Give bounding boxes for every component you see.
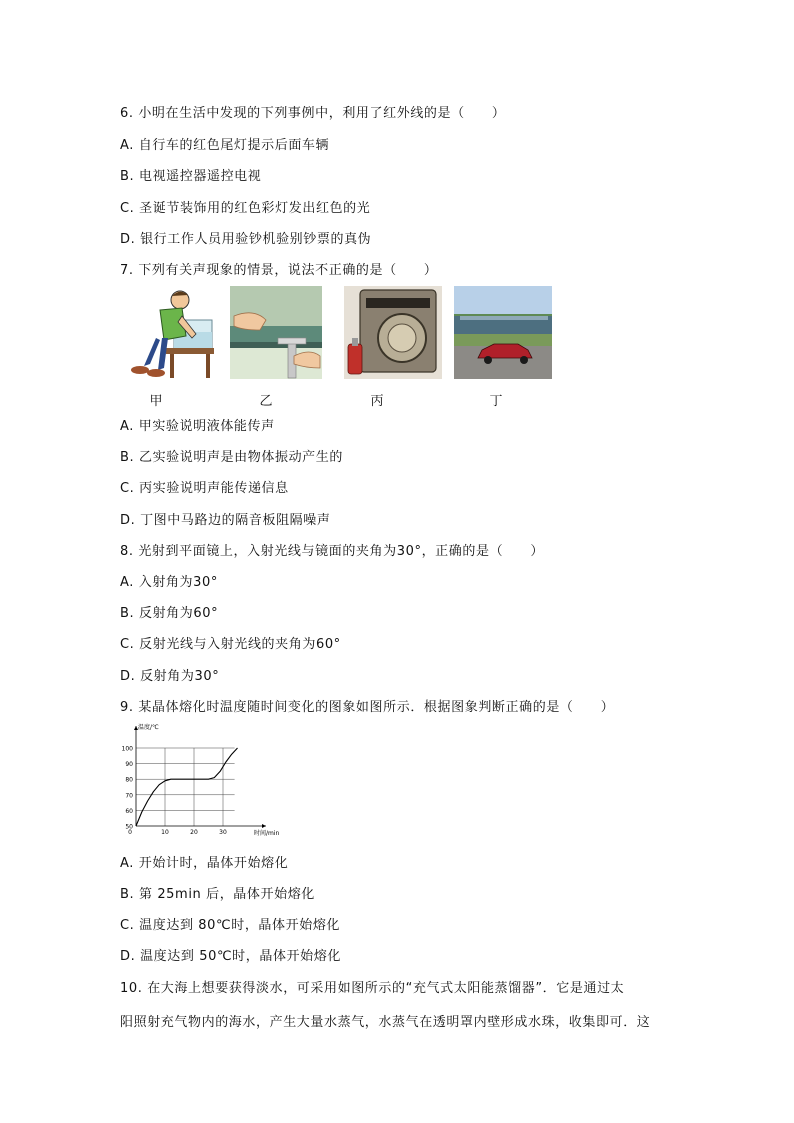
y-tick-label: 100 — [121, 745, 133, 753]
q9-option-a: A. 开始计时，晶体开始熔化 — [120, 856, 289, 871]
x-axis-arrow — [262, 824, 266, 828]
q7-figure-ding — [454, 286, 552, 379]
q10-line-2: 阳照射充气物内的海水，产生大量水蒸气，水蒸气在透明罩内壁形成水珠，收集即可．这 — [120, 1015, 651, 1030]
q9-option-c: C. 温度达到 80℃时，晶体开始熔化 — [120, 918, 341, 933]
q7-option-c: C. 丙实验说明声能传递信息 — [120, 481, 289, 496]
origin-label: 0 — [128, 829, 132, 836]
q8-option-a: A. 入射角为30° — [120, 575, 218, 590]
q7-figure-bing — [344, 286, 442, 379]
q9-option-d: D. 温度达到 50℃时，晶体开始熔化 — [120, 949, 341, 964]
y-axis-label: 温度/℃ — [138, 724, 159, 731]
q8-option-c: C. 反射光线与入射光线的夹角为60° — [120, 637, 341, 652]
q7-caption-bing: 丙 — [370, 394, 384, 409]
x-tick-label: 20 — [190, 829, 198, 836]
q7-option-a: A. 甲实验说明液体能传声 — [120, 419, 275, 434]
q7-stem: 7. 下列有关声现象的情景，说法不正确的是（ ） — [120, 263, 438, 278]
y-tick-label: 90 — [125, 761, 133, 769]
q9-stem: 9. 某晶体熔化时温度随时间变化的图象如图所示．根据图象判断正确的是（ ） — [120, 700, 615, 715]
q7-figure-yi — [230, 286, 322, 379]
q6-option-c: C. 圣诞节装饰用的红色彩灯发出红色的光 — [120, 201, 371, 216]
y-tick-label: 70 — [125, 792, 133, 800]
q7-caption-jia: 甲 — [149, 394, 163, 409]
y-tick-label: 50 — [125, 823, 133, 831]
q6-option-b: B. 电视遥控器遥控电视 — [120, 169, 262, 184]
q7-option-b: B. 乙实验说明声是由物体振动产生的 — [120, 450, 343, 465]
q9-option-b: B. 第 25min 后，晶体开始熔化 — [120, 887, 315, 902]
q7-option-d: D. 丁图中马路边的隔音板阻隔噪声 — [120, 513, 331, 528]
q6-stem: 6. 小明在生活中发现的下列事例中，利用了红外线的是（ ） — [120, 106, 506, 121]
melting-curve-chart — [112, 720, 280, 840]
q7-caption-ding: 丁 — [489, 394, 503, 409]
q8-stem: 8. 光射到平面镜上，入射光线与镜面的夹角为30°，正确的是（ ） — [120, 544, 544, 559]
y-tick-label: 80 — [125, 776, 133, 784]
y-tick-label: 60 — [125, 807, 133, 815]
q6-option-d: D. 银行工作人员用验钞机验别钞票的真伪 — [120, 232, 372, 247]
q8-option-b: B. 反射角为60° — [120, 606, 219, 621]
q7-caption-yi: 乙 — [259, 394, 273, 409]
x-tick-label: 10 — [161, 829, 169, 836]
q7-figure-jia — [120, 286, 216, 379]
q10-line-1: 10. 在大海上想要获得淡水，可采用如图所示的“充气式太阳能蒸馏器”．它是通过太 — [120, 981, 625, 996]
q8-option-d: D. 反射角为30° — [120, 669, 220, 684]
q6-option-a: A. 自行车的红色尾灯提示后面车辆 — [120, 138, 330, 153]
x-axis-label: 时间/min — [254, 830, 280, 837]
series-line-temperature — [136, 748, 238, 826]
x-tick-label: 30 — [219, 829, 227, 836]
